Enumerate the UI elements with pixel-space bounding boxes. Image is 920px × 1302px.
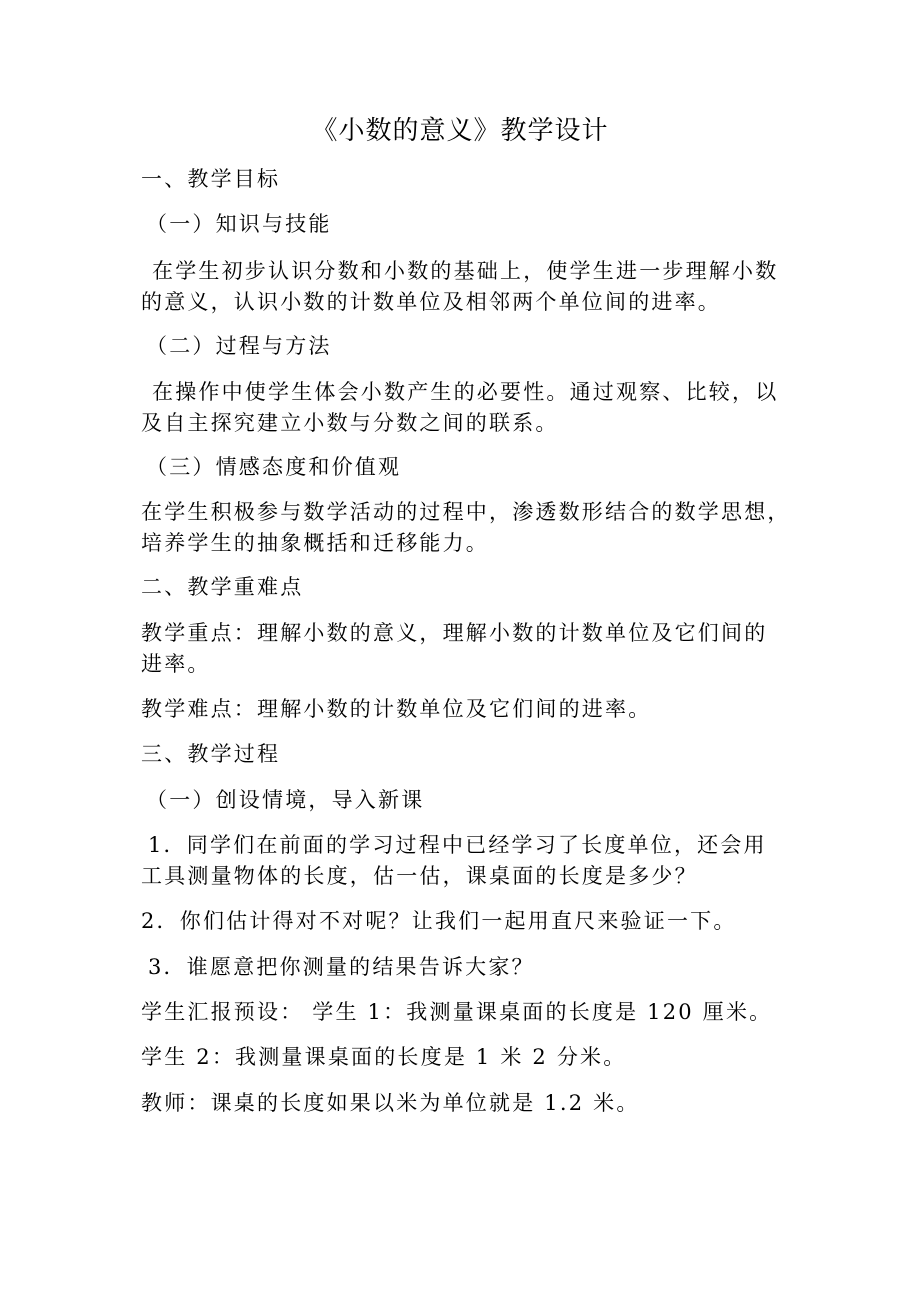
paragraph-line: 在学生初步认识分数和小数的基础上，使学生进一步理解小数 <box>152 259 779 283</box>
paragraph-line: 在操作中使学生体会小数产生的必要性。通过观察、比较，以 <box>152 380 779 404</box>
subheading-introduction: （一）创设情境，导入新课 <box>146 788 425 812</box>
paragraph-line: 及自主探究建立小数与分数之间的联系。 <box>141 411 559 435</box>
paragraph-line: 教师：课桌的长度如果以米为单位就是 1.2 米。 <box>141 1091 640 1115</box>
subheading-attitude-values: （三）情感态度和价值观 <box>146 455 402 479</box>
subheading-process-method: （二）过程与方法 <box>146 334 332 358</box>
section-heading-goals: 一、教学目标 <box>141 167 281 191</box>
paragraph-line: 培养学生的抽象概括和迁移能力。 <box>141 531 489 555</box>
paragraph-line: 在学生积极参与数学活动的过程中，渗透数形结合的数学思想， <box>141 500 791 524</box>
list-item: 工具测量物体的长度，估一估，课桌面的长度是多少？ <box>141 864 698 888</box>
subheading-knowledge-skills: （一）知识与技能 <box>146 212 332 236</box>
document-title: 《小数的意义》教学设计 <box>311 116 609 146</box>
section-heading-process: 三、教学过程 <box>141 742 281 766</box>
paragraph-line: 教学重点：理解小数的意义，理解小数的计数单位及它们间的 <box>141 621 768 645</box>
paragraph-line: 教学难点：理解小数的计数单位及它们间的进率。 <box>141 697 652 721</box>
paragraph-line: 的意义，认识小数的计数单位及相邻两个单位间的进率。 <box>141 290 721 314</box>
paragraph-line: 进率。 <box>141 652 211 676</box>
paragraph-line: 学生汇报预设： 学生 1：我测量课桌面的长度是 120 厘米。 <box>141 1000 773 1024</box>
section-heading-key-points: 二、教学重难点 <box>141 575 304 599</box>
list-item: 2．你们估计得对不对呢？让我们一起用直尺来验证一下。 <box>141 909 737 933</box>
list-item: 1．同学们在前面的学习过程中已经学习了长度单位，还会用 <box>148 833 767 857</box>
list-item: 3．谁愿意把你测量的结果告诉大家？ <box>148 955 535 979</box>
paragraph-line: 学生 2：我测量课桌面的长度是 1 米 2 分米。 <box>141 1045 627 1069</box>
